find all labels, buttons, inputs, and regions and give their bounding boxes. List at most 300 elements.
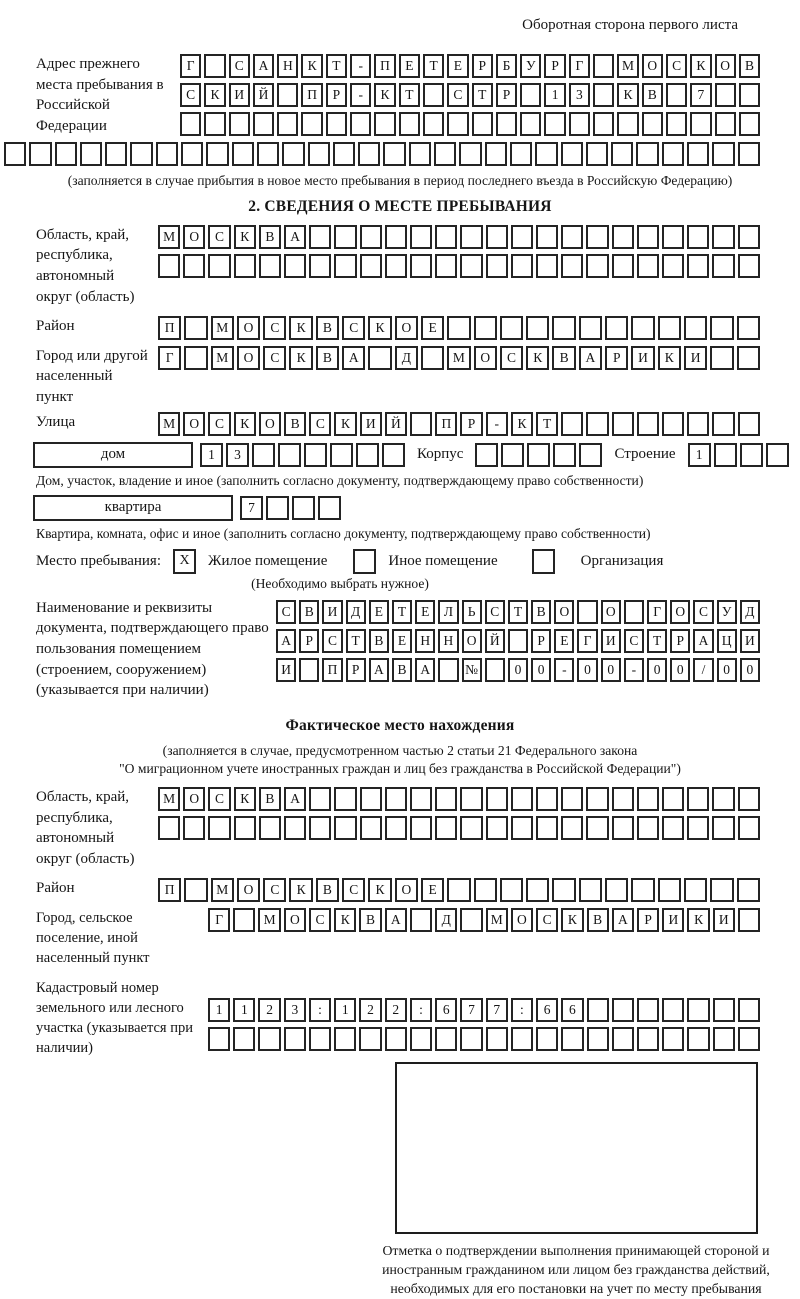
form-cell[interactable]: В	[587, 908, 609, 932]
form-cell[interactable]: Ц	[717, 629, 737, 653]
form-cell[interactable]	[421, 346, 444, 370]
form-cell[interactable]	[435, 1027, 457, 1051]
form-cell[interactable]	[257, 142, 279, 166]
form-cell[interactable]	[434, 142, 456, 166]
form-cell[interactable]: А	[276, 629, 296, 653]
form-cell[interactable]: О	[474, 346, 497, 370]
form-cell[interactable]	[579, 878, 602, 902]
form-cell[interactable]	[526, 316, 549, 340]
form-cell[interactable]	[712, 787, 734, 811]
form-cell[interactable]	[766, 443, 789, 467]
form-cell[interactable]: Й	[253, 83, 274, 107]
form-cell[interactable]: 7	[690, 83, 711, 107]
form-cell[interactable]	[80, 142, 102, 166]
form-cell[interactable]: В	[359, 908, 381, 932]
form-cell[interactable]	[687, 225, 709, 249]
form-cell[interactable]	[208, 1027, 230, 1051]
form-cell[interactable]: К	[234, 412, 256, 436]
form-cell[interactable]	[612, 254, 634, 278]
form-cell[interactable]: В	[316, 878, 339, 902]
form-cell[interactable]	[360, 816, 382, 840]
form-cell[interactable]: 0	[601, 658, 621, 682]
form-cell[interactable]	[738, 254, 760, 278]
form-cell[interactable]	[561, 1027, 583, 1051]
form-cell[interactable]	[204, 112, 225, 136]
form-cell[interactable]	[410, 816, 432, 840]
form-cell[interactable]: С	[208, 412, 230, 436]
form-cell[interactable]	[447, 316, 470, 340]
form-cell[interactable]	[712, 254, 734, 278]
form-cell[interactable]: К	[368, 878, 391, 902]
form-cell[interactable]: Ь	[462, 600, 482, 624]
form-cell[interactable]	[737, 346, 760, 370]
form-cell[interactable]: 1	[208, 998, 230, 1022]
form-cell[interactable]	[561, 254, 583, 278]
form-cell[interactable]: Г	[569, 54, 590, 78]
form-cell[interactable]	[423, 112, 444, 136]
form-cell[interactable]	[460, 1027, 482, 1051]
form-cell[interactable]: С	[208, 787, 230, 811]
form-cell[interactable]	[593, 112, 614, 136]
form-cell[interactable]: О	[601, 600, 621, 624]
form-cell[interactable]	[385, 254, 407, 278]
form-cell[interactable]	[334, 225, 356, 249]
form-cell[interactable]	[130, 142, 152, 166]
form-cell[interactable]: С	[309, 908, 331, 932]
form-cell[interactable]: И	[662, 908, 684, 932]
form-cell[interactable]: Р	[460, 412, 482, 436]
form-cell[interactable]	[474, 878, 497, 902]
form-cell[interactable]	[326, 112, 347, 136]
form-cell[interactable]	[617, 112, 638, 136]
form-cell[interactable]: О	[395, 316, 418, 340]
form-cell[interactable]	[435, 787, 457, 811]
form-cell[interactable]	[486, 1027, 508, 1051]
form-cell[interactable]	[208, 816, 230, 840]
form-cell[interactable]: 6	[435, 998, 457, 1022]
form-cell[interactable]	[184, 346, 207, 370]
form-cell[interactable]	[409, 142, 431, 166]
form-cell[interactable]: С	[263, 346, 286, 370]
form-cell[interactable]	[662, 787, 684, 811]
form-cell[interactable]	[544, 112, 565, 136]
form-cell[interactable]	[579, 316, 602, 340]
form-cell[interactable]: К	[526, 346, 549, 370]
form-cell[interactable]	[536, 816, 558, 840]
form-cell[interactable]	[385, 1027, 407, 1051]
form-cell[interactable]: К	[289, 316, 312, 340]
form-cell[interactable]: О	[237, 878, 260, 902]
form-cell[interactable]	[536, 225, 558, 249]
form-cell[interactable]: О	[237, 316, 260, 340]
form-cell[interactable]: О	[670, 600, 690, 624]
form-cell[interactable]: Г	[158, 346, 181, 370]
form-cell[interactable]	[447, 112, 468, 136]
form-cell[interactable]	[662, 816, 684, 840]
form-cell[interactable]	[624, 600, 644, 624]
form-cell[interactable]	[304, 443, 327, 467]
form-cell[interactable]: К	[301, 54, 322, 78]
form-cell[interactable]: Р	[670, 629, 690, 653]
form-cell[interactable]	[410, 254, 432, 278]
form-cell[interactable]	[410, 412, 432, 436]
form-cell[interactable]: С	[485, 600, 505, 624]
form-cell[interactable]	[666, 83, 687, 107]
form-cell[interactable]	[738, 787, 760, 811]
form-cell[interactable]	[739, 83, 760, 107]
form-cell[interactable]	[631, 878, 654, 902]
form-cell[interactable]	[232, 142, 254, 166]
form-cell[interactable]: 6	[536, 998, 558, 1022]
form-cell[interactable]	[486, 225, 508, 249]
stay-type-checkbox-organization[interactable]	[532, 549, 555, 574]
form-cell[interactable]: -	[486, 412, 508, 436]
form-cell[interactable]	[234, 816, 256, 840]
form-cell[interactable]	[259, 254, 281, 278]
form-cell[interactable]	[593, 83, 614, 107]
form-cell[interactable]	[637, 254, 659, 278]
form-cell[interactable]	[536, 254, 558, 278]
form-cell[interactable]: О	[259, 412, 281, 436]
form-cell[interactable]: Д	[740, 600, 760, 624]
form-cell[interactable]	[4, 142, 26, 166]
form-cell[interactable]	[158, 816, 180, 840]
form-cell[interactable]: В	[392, 658, 412, 682]
form-cell[interactable]	[334, 254, 356, 278]
form-cell[interactable]	[447, 878, 470, 902]
form-cell[interactable]	[438, 658, 458, 682]
form-cell[interactable]	[485, 142, 507, 166]
form-cell[interactable]: А	[612, 908, 634, 932]
form-cell[interactable]	[710, 316, 733, 340]
form-cell[interactable]: Д	[346, 600, 366, 624]
form-cell[interactable]	[229, 112, 250, 136]
form-cell[interactable]: Е	[369, 600, 389, 624]
form-cell[interactable]: О	[554, 600, 574, 624]
form-cell[interactable]	[374, 112, 395, 136]
form-cell[interactable]	[334, 1027, 356, 1051]
form-cell[interactable]	[713, 1027, 735, 1051]
form-cell[interactable]	[552, 316, 575, 340]
form-cell[interactable]: И	[601, 629, 621, 653]
form-cell[interactable]: И	[713, 908, 735, 932]
form-cell[interactable]	[360, 254, 382, 278]
form-cell[interactable]	[662, 225, 684, 249]
form-cell[interactable]: 3	[226, 443, 249, 467]
form-cell[interactable]	[334, 816, 356, 840]
form-cell[interactable]: А	[579, 346, 602, 370]
form-cell[interactable]: П	[322, 658, 342, 682]
form-cell[interactable]: В	[531, 600, 551, 624]
form-cell[interactable]: Е	[421, 878, 444, 902]
form-cell[interactable]: О	[284, 908, 306, 932]
form-cell[interactable]: У	[520, 54, 541, 78]
form-cell[interactable]: 1	[544, 83, 565, 107]
form-cell[interactable]: 0	[531, 658, 551, 682]
form-cell[interactable]: О	[183, 787, 205, 811]
form-cell[interactable]	[710, 878, 733, 902]
form-cell[interactable]: 3	[569, 83, 590, 107]
form-cell[interactable]	[330, 443, 353, 467]
form-cell[interactable]: Е	[415, 600, 435, 624]
form-cell[interactable]: М	[486, 908, 508, 932]
form-cell[interactable]: 1	[334, 998, 356, 1022]
form-cell[interactable]	[738, 1027, 760, 1051]
form-cell[interactable]	[350, 112, 371, 136]
form-cell[interactable]: И	[631, 346, 654, 370]
form-cell[interactable]	[309, 816, 331, 840]
form-cell[interactable]	[662, 254, 684, 278]
form-cell[interactable]: К	[334, 412, 356, 436]
form-cell[interactable]: Р	[544, 54, 565, 78]
form-cell[interactable]: С	[624, 629, 644, 653]
form-cell[interactable]	[284, 254, 306, 278]
form-cell[interactable]	[472, 112, 493, 136]
form-cell[interactable]: К	[204, 83, 225, 107]
form-cell[interactable]	[252, 443, 275, 467]
form-cell[interactable]	[612, 225, 634, 249]
form-cell[interactable]	[637, 225, 659, 249]
form-cell[interactable]	[385, 225, 407, 249]
form-cell[interactable]	[29, 142, 51, 166]
form-cell[interactable]	[738, 816, 760, 840]
form-cell[interactable]	[738, 142, 760, 166]
form-cell[interactable]: Т	[326, 54, 347, 78]
form-cell[interactable]: И	[360, 412, 382, 436]
form-cell[interactable]	[284, 816, 306, 840]
form-cell[interactable]: Т	[399, 83, 420, 107]
form-cell[interactable]: 1	[200, 443, 223, 467]
form-cell[interactable]	[183, 254, 205, 278]
form-cell[interactable]: М	[211, 316, 234, 340]
form-cell[interactable]: 2	[385, 998, 407, 1022]
form-cell[interactable]	[526, 878, 549, 902]
form-cell[interactable]: Н	[415, 629, 435, 653]
form-cell[interactable]: М	[211, 878, 234, 902]
form-cell[interactable]	[587, 1027, 609, 1051]
form-cell[interactable]: И	[276, 658, 296, 682]
form-cell[interactable]	[612, 816, 634, 840]
form-cell[interactable]	[435, 225, 457, 249]
form-cell[interactable]	[593, 54, 614, 78]
form-cell[interactable]: М	[211, 346, 234, 370]
form-cell[interactable]	[358, 142, 380, 166]
form-cell[interactable]	[662, 998, 684, 1022]
form-cell[interactable]	[687, 142, 709, 166]
form-cell[interactable]	[460, 816, 482, 840]
form-cell[interactable]	[740, 443, 763, 467]
form-cell[interactable]	[642, 112, 663, 136]
form-cell[interactable]	[637, 412, 659, 436]
form-cell[interactable]: С	[500, 346, 523, 370]
form-cell[interactable]: К	[687, 908, 709, 932]
form-cell[interactable]	[561, 225, 583, 249]
form-cell[interactable]	[301, 112, 322, 136]
form-cell[interactable]	[527, 443, 550, 467]
form-cell[interactable]: А	[369, 658, 389, 682]
form-cell[interactable]: У	[717, 600, 737, 624]
form-cell[interactable]	[586, 816, 608, 840]
form-cell[interactable]	[520, 83, 541, 107]
form-cell[interactable]: С	[342, 878, 365, 902]
form-cell[interactable]	[637, 1027, 659, 1051]
form-cell[interactable]: О	[395, 878, 418, 902]
form-cell[interactable]: П	[301, 83, 322, 107]
form-cell[interactable]: 0	[508, 658, 528, 682]
form-cell[interactable]: Т	[536, 412, 558, 436]
form-cell[interactable]	[258, 1027, 280, 1051]
form-cell[interactable]	[156, 142, 178, 166]
form-cell[interactable]	[712, 816, 734, 840]
form-cell[interactable]	[520, 112, 541, 136]
form-cell[interactable]: К	[561, 908, 583, 932]
form-cell[interactable]	[561, 816, 583, 840]
form-cell[interactable]	[687, 254, 709, 278]
form-cell[interactable]	[737, 316, 760, 340]
form-cell[interactable]	[561, 787, 583, 811]
form-cell[interactable]	[738, 412, 760, 436]
form-cell[interactable]: Т	[508, 600, 528, 624]
form-cell[interactable]	[309, 787, 331, 811]
form-cell[interactable]: О	[462, 629, 482, 653]
form-cell[interactable]: В	[552, 346, 575, 370]
form-cell[interactable]	[308, 142, 330, 166]
form-cell[interactable]: В	[642, 83, 663, 107]
form-cell[interactable]: 2	[359, 998, 381, 1022]
form-cell[interactable]: Д	[435, 908, 457, 932]
form-cell[interactable]: Р	[637, 908, 659, 932]
form-cell[interactable]: Т	[647, 629, 667, 653]
form-cell[interactable]	[658, 878, 681, 902]
form-cell[interactable]: С	[447, 83, 468, 107]
form-cell[interactable]: К	[374, 83, 395, 107]
form-cell[interactable]	[382, 443, 405, 467]
form-cell[interactable]: С	[693, 600, 713, 624]
form-cell[interactable]	[586, 254, 608, 278]
form-cell[interactable]: Р	[472, 54, 493, 78]
form-cell[interactable]	[712, 142, 734, 166]
form-cell[interactable]	[410, 225, 432, 249]
form-cell[interactable]	[299, 658, 319, 682]
form-cell[interactable]: К	[690, 54, 711, 78]
form-cell[interactable]	[475, 443, 498, 467]
form-cell[interactable]	[561, 142, 583, 166]
form-cell[interactable]	[636, 142, 658, 166]
form-cell[interactable]	[715, 83, 736, 107]
form-cell[interactable]	[259, 816, 281, 840]
form-cell[interactable]	[715, 112, 736, 136]
form-cell[interactable]: В	[284, 412, 306, 436]
form-cell[interactable]: К	[617, 83, 638, 107]
form-cell[interactable]	[333, 142, 355, 166]
form-cell[interactable]: Р	[605, 346, 628, 370]
form-cell[interactable]: В	[259, 225, 281, 249]
form-cell[interactable]	[105, 142, 127, 166]
form-cell[interactable]	[561, 412, 583, 436]
form-cell[interactable]: К	[234, 787, 256, 811]
form-cell[interactable]	[605, 316, 628, 340]
form-cell[interactable]	[662, 142, 684, 166]
form-cell[interactable]: Е	[421, 316, 444, 340]
form-cell[interactable]: К	[289, 878, 312, 902]
form-cell[interactable]	[184, 878, 207, 902]
form-cell[interactable]: С	[208, 225, 230, 249]
form-cell[interactable]: М	[158, 225, 180, 249]
form-cell[interactable]	[334, 787, 356, 811]
form-cell[interactable]	[360, 787, 382, 811]
form-cell[interactable]	[385, 787, 407, 811]
form-cell[interactable]	[586, 412, 608, 436]
form-cell[interactable]: В	[369, 629, 389, 653]
form-cell[interactable]: А	[284, 225, 306, 249]
form-cell[interactable]: С	[263, 316, 286, 340]
form-cell[interactable]: К	[368, 316, 391, 340]
form-cell[interactable]	[577, 600, 597, 624]
form-cell[interactable]: С	[322, 629, 342, 653]
form-cell[interactable]	[510, 142, 532, 166]
form-cell[interactable]: Е	[399, 54, 420, 78]
form-cell[interactable]	[605, 878, 628, 902]
form-cell[interactable]: 0	[577, 658, 597, 682]
form-cell[interactable]: Г	[577, 629, 597, 653]
form-cell[interactable]: П	[158, 316, 181, 340]
form-cell[interactable]	[435, 254, 457, 278]
form-cell[interactable]: Н	[438, 629, 458, 653]
form-cell[interactable]: 0	[647, 658, 667, 682]
form-cell[interactable]	[486, 816, 508, 840]
form-cell[interactable]: №	[462, 658, 482, 682]
form-cell[interactable]: Й	[385, 412, 407, 436]
form-cell[interactable]	[687, 816, 709, 840]
form-cell[interactable]	[712, 412, 734, 436]
form-cell[interactable]	[739, 112, 760, 136]
form-cell[interactable]: К	[334, 908, 356, 932]
form-cell[interactable]: М	[158, 412, 180, 436]
form-cell[interactable]: А	[693, 629, 713, 653]
form-cell[interactable]	[284, 1027, 306, 1051]
form-cell[interactable]	[511, 1027, 533, 1051]
form-cell[interactable]	[612, 412, 634, 436]
form-cell[interactable]: Е	[554, 629, 574, 653]
form-cell[interactable]: П	[435, 412, 457, 436]
form-cell[interactable]	[277, 112, 298, 136]
form-cell[interactable]: 7	[240, 496, 263, 520]
form-cell[interactable]: О	[183, 412, 205, 436]
form-cell[interactable]: Г	[208, 908, 230, 932]
form-cell[interactable]: И	[229, 83, 250, 107]
form-cell[interactable]: 1	[688, 443, 711, 467]
form-cell[interactable]: Г	[180, 54, 201, 78]
form-cell[interactable]: Т	[392, 600, 412, 624]
form-cell[interactable]: Р	[299, 629, 319, 653]
form-cell[interactable]: :	[309, 998, 331, 1022]
form-cell[interactable]	[738, 908, 760, 932]
form-cell[interactable]: П	[158, 878, 181, 902]
form-cell[interactable]	[687, 1027, 709, 1051]
form-cell[interactable]: О	[237, 346, 260, 370]
form-cell[interactable]	[738, 998, 760, 1022]
form-cell[interactable]: И	[322, 600, 342, 624]
form-cell[interactable]	[278, 443, 301, 467]
form-cell[interactable]	[658, 316, 681, 340]
form-cell[interactable]: Р	[496, 83, 517, 107]
form-cell[interactable]: 1	[233, 998, 255, 1022]
form-cell[interactable]	[158, 254, 180, 278]
form-cell[interactable]: Т	[346, 629, 366, 653]
form-cell[interactable]: П	[374, 54, 395, 78]
form-cell[interactable]: 6	[561, 998, 583, 1022]
form-cell[interactable]: Т	[472, 83, 493, 107]
